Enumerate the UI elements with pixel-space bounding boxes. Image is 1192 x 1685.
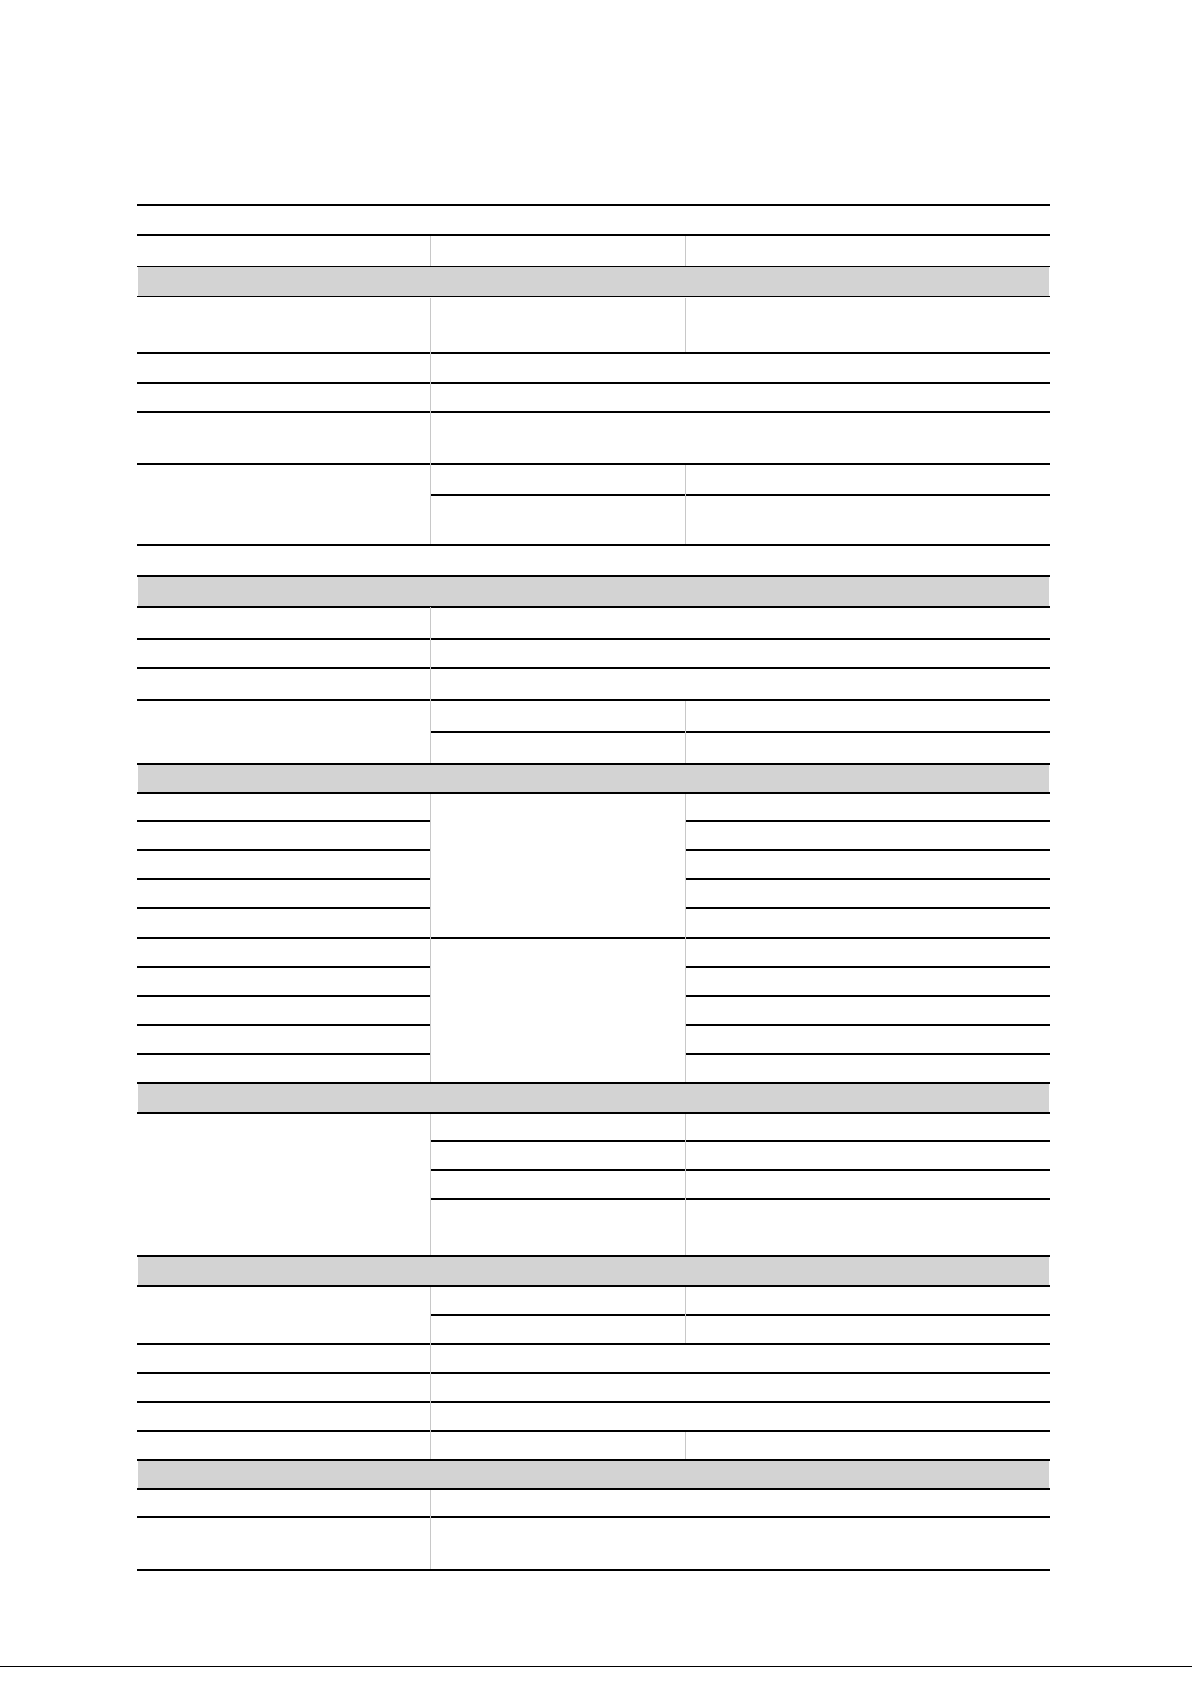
- section-band-3: [138, 764, 1049, 793]
- row-rule: [137, 638, 1050, 640]
- split-row-rule-left: [137, 849, 430, 851]
- split-row-rule-left: [137, 1024, 430, 1026]
- split-row-rule-right: [685, 849, 1050, 851]
- table-top-rule: [137, 204, 1050, 206]
- table-bottom-rule: [137, 1569, 1050, 1571]
- split-row-rule-left: [137, 966, 430, 968]
- row-rule: [137, 1112, 1050, 1114]
- row-rule: [137, 699, 1050, 701]
- row-rule: [137, 1343, 1050, 1345]
- split-row-rule-right: [685, 820, 1050, 822]
- row-rule: [137, 463, 1050, 465]
- split-row-rule-left: [137, 878, 430, 880]
- row-rule: [137, 606, 1050, 608]
- row-rule: [137, 1255, 1050, 1257]
- column-divider: [685, 298, 686, 352]
- section-band-5: [138, 1256, 1049, 1286]
- column-divider: [430, 1287, 431, 1459]
- column-divider: [430, 794, 431, 1082]
- partial-row-rule: [430, 1140, 1050, 1142]
- column-divider: [430, 1114, 431, 1255]
- column-divider: [430, 607, 431, 763]
- split-row-rule-left: [137, 907, 430, 909]
- column-divider: [430, 236, 431, 266]
- row-rule: [137, 1516, 1050, 1518]
- row-rule: [137, 1488, 1050, 1490]
- split-row-rule-right: [685, 1024, 1050, 1026]
- row-rule: [137, 1430, 1050, 1432]
- row-rule: [137, 544, 1050, 546]
- column-divider: [685, 1114, 686, 1255]
- column-divider: [685, 701, 686, 763]
- split-row-rule-left: [137, 1053, 430, 1055]
- row-rule: [137, 1459, 1050, 1461]
- split-row-rule-right: [685, 966, 1050, 968]
- row-rule: [137, 296, 1050, 297]
- row-rule: [137, 411, 1050, 413]
- partial-row-rule: [430, 1314, 1050, 1316]
- row-rule: [137, 1082, 1050, 1084]
- section-band-1: [138, 267, 1049, 296]
- page-footer-rule: [0, 1666, 1192, 1667]
- partial-row-rule: [430, 494, 1050, 496]
- row-rule: [137, 1285, 1050, 1287]
- row-rule: [137, 937, 1050, 939]
- row-rule: [137, 667, 1050, 669]
- partial-row-rule: [430, 731, 1050, 733]
- row-rule: [137, 352, 1050, 354]
- column-divider: [685, 465, 686, 544]
- column-divider: [430, 1490, 431, 1569]
- split-row-rule-left: [137, 995, 430, 997]
- row-rule: [137, 1401, 1050, 1403]
- split-row-rule-right: [685, 907, 1050, 909]
- column-divider: [685, 794, 686, 1082]
- row-rule: [137, 575, 1050, 577]
- column-divider: [685, 1432, 686, 1459]
- section-band-2: [138, 576, 1049, 607]
- partial-row-rule: [430, 1169, 1050, 1171]
- column-divider: [685, 236, 686, 266]
- column-divider: [430, 298, 431, 544]
- split-row-rule-right: [685, 1053, 1050, 1055]
- split-row-rule-right: [685, 995, 1050, 997]
- row-rule: [137, 792, 1050, 794]
- section-band-6: [138, 1460, 1049, 1489]
- row-rule: [137, 763, 1050, 765]
- section-band-4: [138, 1083, 1049, 1112]
- header-row-rule: [137, 234, 1050, 236]
- partial-row-rule: [430, 1198, 1050, 1200]
- row-rule: [137, 382, 1050, 384]
- split-row-rule-left: [137, 820, 430, 822]
- row-rule: [137, 266, 1050, 267]
- column-divider: [685, 1287, 686, 1343]
- row-rule: [137, 1372, 1050, 1374]
- split-row-rule-right: [685, 878, 1050, 880]
